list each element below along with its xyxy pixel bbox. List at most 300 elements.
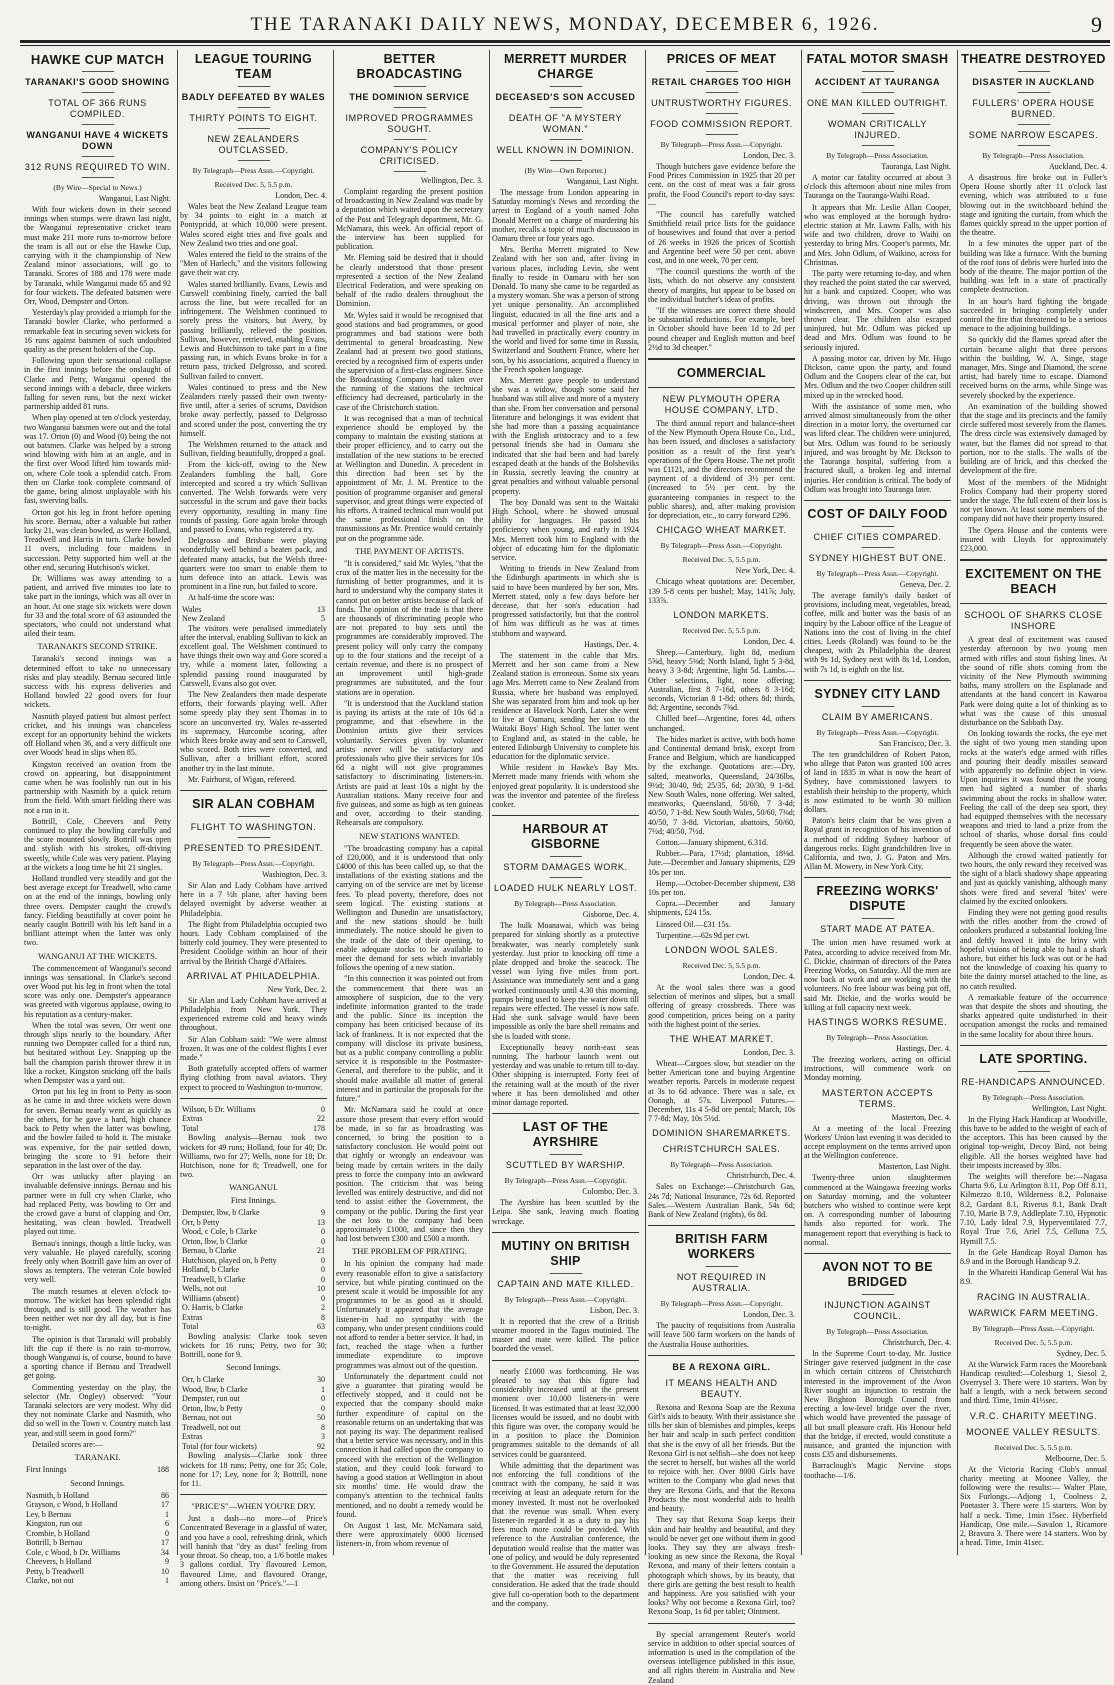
separator xyxy=(238,128,270,129)
paragraph: Bowling analysis—Clarke took three wickets for 18 runs; Petty, one for 35; Cole, none for 17; Ley, none for 3; Bottrill, none for 11. xyxy=(180,1451,327,1489)
dateline: London, Dec. 3. xyxy=(743,1310,795,1320)
dateline: London, Dec. 4. xyxy=(743,636,795,646)
score-name: Total xyxy=(182,1322,199,1332)
rule xyxy=(648,1225,795,1226)
separator xyxy=(82,71,114,72)
subhead: FULLERS' OPERA HOUSE BURNED. xyxy=(972,98,1095,119)
dateline: London, Dec. 3. xyxy=(743,1048,795,1058)
paragraph: In the Gele Handicap Royal Damon has 8.9 and in the Borough Handicap 9.2. xyxy=(960,1247,1107,1266)
paragraph: Mr. Wyles said it would be recognised that good stations and bad programmes, or good programmes and bad stations were both detrimental to general broadcasting. New Zealand had at present two good stations, erected by a recognised firm of experts under the supervision of a first-class engineer. Since the Broadcasting Company had taken over the running of the stations the technical efficiency had decreased, particularly in the case of the Christchurch station. xyxy=(336,310,483,412)
credit-line: (By Wire—Special to News.) xyxy=(53,183,142,192)
score-line xyxy=(182,1284,325,1294)
score-value: 178 xyxy=(313,1123,325,1133)
paragraph: Mrs. Merrett gave people to understand she was a widow, though some said her husband was still alive and more of a mystery than she. From her conversation and personal literature and belongings it was evident that she had more than a passing acquaintance with the English aristocracy and to a few personal friends she had in Oamaru she indicated that she had been and had barely escaped death at the hands of the Bolsheviks in Russia, secretly leaving the country at great penalties and without valuable personal property. xyxy=(492,376,639,496)
dateline: Lisbon, Dec. 3. xyxy=(589,1305,639,1315)
credit-line: By Telegraph—Press Association. xyxy=(670,1160,773,1170)
subhead: CHRISTCHURCH SALES. xyxy=(662,1144,781,1155)
separator xyxy=(82,124,114,125)
paragraph: The Welshmen returned to the attack and Sullivan, fielding beautifully, dropped a goal. xyxy=(180,440,327,459)
column-prices-of-meat xyxy=(648,50,795,1685)
credit-line: By Telegraph—Press Association. xyxy=(826,1327,929,1337)
subhead: PRESENTED TO PRESIDENT. xyxy=(184,842,323,853)
score-name: Total xyxy=(182,1123,199,1133)
paragraph: The commencement of Wanganui's second innings was sensational. In Clarke's second over Wood put his leg in front when the total score was only one. Dempster's appearance was greeted with vigorous applause, owing to his reputation as a century-maker. xyxy=(24,963,171,1019)
paragraph: The average family's daily basket of provisions, including meat, vegetables, bread, coffee, milk and butter was the basis of an inquiry by the Labour office of the League of Nations into the cost of living in the chief cities. Leeds (Roland) was found to be the cheapest, with 2s Philadelphia the dearest with 9s 1d, Sydney next with 8s 1d, London, with 7s 1d, is eighth on the list. xyxy=(804,590,951,674)
headline-cost-of-food: COST OF DAILY FOOD xyxy=(807,506,948,521)
advert-head: "PRICE'S"—WHEN YOU'RE DRY. xyxy=(191,1501,316,1512)
paragraph: Chicago wheat quotations are: December, 139 5-8 cents per bushel; May, 141⅞; July, 133⅞. xyxy=(648,577,795,605)
paragraph: Following upon their sensational collapse in the first innings before the onslaught of Clarke and Petty, Wanganui opened the second innings with a debacle, three wickets falling for seven runs, but the next wicket partnership added 81 runs. xyxy=(24,356,171,412)
score-line xyxy=(182,1303,325,1313)
credit-line: By Telegraph—Press Association. xyxy=(826,1033,929,1042)
separator xyxy=(550,107,582,108)
score-line xyxy=(182,1275,325,1285)
score-value: 9 xyxy=(165,1557,169,1566)
paragraph: In the Supreme Court to-day, Mr. Justice Stringer gave reserved judgment in the case in which certain citizens of Christchurch interested in the improvement of the Avon River sought an injunction to restrain the New Brighton Borough Council from erecting a low-level bridge over the river, which would have prevented the passage of all but small pleasure craft. His Honour held that the bridge, if erected, would constitute a nuisance, and granted the injunction with costs £35 and disbursements. xyxy=(804,1349,951,1460)
score-name: Extras xyxy=(182,1432,203,1442)
score-name: Wells, not out xyxy=(182,1284,227,1294)
paragraph: Paton's heirs claim that he was given a Royal grant in recognition of his invention of a method of ridding Sydney harbour of dangerous rocks. Eight grandchildren live in California, and two, J. G. Paton and Mrs. Allan M. Mowery, in New York City. xyxy=(804,816,951,872)
separator xyxy=(394,171,426,172)
subhead: RACING IN AUSTRALIA. xyxy=(976,1291,1091,1302)
paragraph: The Ayrshire has been scuttled by the Leipa. She sank, leaving much floating wreckage. xyxy=(492,1198,639,1226)
score-value: 13 xyxy=(317,604,325,614)
score-value: 8 xyxy=(321,1422,325,1432)
subhead: WOMAN CRITICALLY INJURED. xyxy=(828,119,927,140)
paragraph: So quickly did the flames spread after the curtain became alight that three persons within the building, W. A. Singe, stage manager, Mrs. Singe and Diamond, the scene artist, had barely time to escape. Diamond received burns on the arms, while Singe was severely shocked by the experience. xyxy=(960,335,1107,400)
rule xyxy=(960,603,1107,604)
team-head: TARANAKI. xyxy=(74,1452,121,1462)
score-value: 0 xyxy=(321,1403,325,1413)
subhead: SYDNEY HIGHEST BUT ONE. xyxy=(808,552,947,563)
paragraph: While admitting that the department was not enforcing the full conditions of the contract with the company, he said it was receiving at least an adequate return for the money invested. It must not be overlooked that the revenue was small. When every listener-in regarded it as a duty to pay his fees much more could be provided. With reference to the Australian conference, the deputation would realise that the matter was one of policy, and would be duly represented to the Government. He assured the deputation that the matter was receiving full consideration. He asked that the trade should give full co-operation both to the department and the company. xyxy=(492,1460,639,1608)
received-line: Received Dec. 5, 5.5 p.m. xyxy=(682,961,761,970)
score-value: 6 xyxy=(165,1519,169,1528)
score-value: 0 xyxy=(321,1394,325,1404)
dateline: Masterton, Last Night. xyxy=(878,1162,951,1172)
rule xyxy=(804,877,951,878)
score-name: Total (for four wickets) xyxy=(182,1441,257,1451)
score-name: Orr, b Petty xyxy=(182,1217,220,1227)
subhead: THE WHEAT MARKET. xyxy=(669,1034,774,1045)
score-line xyxy=(182,1294,325,1304)
subhead: LONDON MARKETS. xyxy=(673,609,770,620)
paragraph: By special arrangement Reuter's world service in addition to other special sources of information is used in the compilation of the overseas intelligence published in this issue, and all rights therein in Australia and New Zealand xyxy=(648,1629,795,1685)
paragraph: Chilled beef—Argentine, fores 4d, others unchanged. xyxy=(648,714,795,733)
separator xyxy=(550,1154,582,1155)
subhead: NOT REQUIRED IN AUSTRALIA. xyxy=(676,1272,767,1294)
paragraph: Writing to friends in New Zealand from the Edinburgh apartments in which she is said to have been murdered by her son, Mrs. Merrett stated, only a few days before her decease, that her son's education had progressed satisfactorily, but that the control of him was difficult as he was at times stubborn and wayward. xyxy=(492,564,639,638)
paragraph: Orton put his leg in front to Petty as soon as he came in and three wickets were down for seven. Bernau nearly went as quickly as the others, for he gave a hard, high chance back to Petty when the latter was bowling, and the bowler failed to hold it. The mistake was expensive, for the pair settled down, bringing the score to 91 before their separation in the last over of the day. xyxy=(24,1087,171,1170)
score-value: 34 xyxy=(161,1547,169,1557)
dateline: London, Dec. 4. xyxy=(743,972,795,981)
column-motor-smash xyxy=(804,50,951,1560)
score-line xyxy=(26,1500,169,1510)
score-line xyxy=(182,1237,325,1247)
rule xyxy=(648,358,795,360)
section-head: THE PROBLEM OF PIRATING. xyxy=(352,1246,467,1257)
rule xyxy=(804,1253,951,1254)
paragraph: Sales on Exchange:—Christchurch Gas, 24s 7d; National Insurance, 72s 6d. Reported Sales.—Western Australian Bank, 54s 6d; Bank of New Zealand (rights), 6s 8d. xyxy=(648,1182,795,1220)
dateline: Wanganui, Last Night. xyxy=(566,177,639,186)
subhead: CHIEF CITIES COMPARED. xyxy=(813,531,942,542)
paragraph: "The broadcasting company has a capital of £20,000, and it is understood that only £4000 of this has been called up, so that the installations of the existing stations and the carrying on of the service are met by license fees. To plead poverty, therefore, does not seem logical. The existing stations at Wellington and Dunedin are unsatisfactory, and the new stations should be built immediately. The notice should be given to the trade of the date of their opening, to enable adequate stocks to be available to meet the demand for sets which invariably follows the opening of a new station. xyxy=(336,843,483,973)
paragraph: Finding they were not getting good results with the rifles another from the crowd of onlookers produced a substantial looking line and deftly heaved it into the briny with hopeful visions of being able to haul a shark ashore, but either his luck was out or he had not the knowledge of coaxing his quarry to bite the dainty morsel attached to the line, as no catch resulted. xyxy=(960,908,1107,991)
dateline: Wanganui, Last Night. xyxy=(98,194,171,203)
scorecard xyxy=(180,1208,327,1332)
score-value: 86 xyxy=(161,1490,169,1500)
separator xyxy=(706,1266,738,1267)
received-line: Received Dec. 5, 5.5 p.m. xyxy=(994,1442,1073,1452)
paragraph: Exceptionally heavy north-east seas running. The harbour launch went out yesterday and was unable to return till to-day. Other shipping is interrupted. Forty feet of the retaining wall at the mouth of the river where it has been demolished and other minor damage reported. xyxy=(492,1042,639,1108)
paragraph: "If the witnesses are correct there should be substantial reductions. For example, beef in October should have been 1d to 2d per pound cheaper and English mutton and beef 2½d to 3d cheaper." xyxy=(648,306,795,352)
paragraph: From the kick-off, owing to the New Zealanders fumbling the ball, Gore intercepted and scored a try which Sullivan converted. The Welsh forwards were very successful in the scrum and gave their backs every opportunity, resulting in many fine rounds of passing. Gore again broke through and passed to Evans, who registered a try. xyxy=(180,460,327,534)
paragraph: The hulk Moanawai, which was being prepared for sinking shortly as a protective breakwater, was nearly completely sunk yesterday. Just prior to knocking off time a plate dropped and broke the seacock. The vessel was lying five miles from port. Assistance was immediately sent and a gang worked continuously until 4.30 this morning, pumps being used to keep the water down till repairs were effected. The vessel is now safe. Had she sunk salvage would have been impossible as only the bare shell remains and she is loaded with stone. xyxy=(492,921,639,1041)
subhead: MOONEE VALLEY RESULTS. xyxy=(966,1426,1101,1437)
separator xyxy=(862,706,894,707)
dateline: San Francisco, Dec. 3. xyxy=(879,738,951,748)
paragraph: The New Zealanders then made desperate efforts, their forwards playing well. After some speedy play they sent Thomas in to score an unconverted try. Wales re-asserted its supremacy, Hurcombe scoring, after which Rees broke away and sent to Carswell, who scored. Both tries were converted, and Sullivan, after a brilliant effort, scored another try in the last minute. xyxy=(180,689,327,773)
paragraph: Hemp.—October-December shipment, £38 10s per ton. xyxy=(648,878,795,897)
separator xyxy=(862,71,894,72)
score-line xyxy=(182,1105,325,1115)
paragraph: Commenting yesterday on the play, the selector (Mr. Ongley) observed: "Your Taranaki selectors are very modest. Why did they not nominate Clarke and Nasmith, who did so well in the Town v. Country match last year, and still seem in good form?" xyxy=(24,1382,171,1438)
advert-text: Just a dash—no more—of Price's Concentrated Beverage in a glassful of water, and you have a cool, refreshing drink, which will banish that "dry as dust" feeling from your throat. So cheap, too, a 1/6 bottle makes 3 gallons cordial. Try flavoured Lemon, flavoured Lime, and flavoured Orange, among others. Insist on "Price's."—1 xyxy=(180,1514,327,1588)
score-name: Dempster, lbw, b Clarke xyxy=(182,1208,260,1218)
credit-line: By Telegraph—Press Assn.—Copyright. xyxy=(816,568,939,578)
separator xyxy=(550,856,582,857)
score-line xyxy=(26,1538,169,1548)
headline-sydney-land: SYDNEY CITY LAND xyxy=(814,686,941,701)
separator xyxy=(706,92,738,93)
score-value: 0 xyxy=(321,1227,325,1237)
subhead: UNTRUSTWORTHY FIGURES. xyxy=(651,98,792,108)
rule xyxy=(648,1623,795,1624)
headline-motor-smash: FATAL MOTOR SMASH xyxy=(806,52,949,66)
subhead: DEATH OF "A MYSTERY WOMAN." xyxy=(508,113,623,134)
paragraph: In an hour's hard fighting the brigade succeeded in bringing completely under control the fire that threatened to be a serious menace to the adjoining buildings. xyxy=(960,296,1107,334)
paragraph: Copra.—December and January shipments, £24 15s. xyxy=(648,899,795,918)
score-line xyxy=(182,1265,325,1275)
column-hawke-cup xyxy=(24,50,171,1585)
paragraph: The party were returning to-day, and when they reached the point stated the car swerved, hit a bank and capsized. Cooper, who was driving, was thrown out through the windscreen, and Mrs. Cooper was also thrown clear. The children also escaped uninjured, but Mr. Odlum was picked up dead and Mrs. Odlum was found to be seriously injured. xyxy=(804,269,951,352)
dateline: Tauranga, Last Night. xyxy=(881,162,951,171)
separator xyxy=(550,139,582,140)
subhead: RETAIL CHARGES TOO HIGH xyxy=(651,77,792,87)
score-line xyxy=(182,1227,325,1237)
masthead xyxy=(20,12,1110,42)
score-name: Treadwell, b Clarke xyxy=(182,1274,246,1284)
subhead: FOOD COMMISSION REPORT. xyxy=(650,119,793,129)
received-line: Received Dec. 5, 5.5 p.m. xyxy=(682,625,761,635)
paragraph: Bottrill, Cole, Cheevers and Petty continued to play the bowling carefully and the score mounted slowly. Bottrill was open and stylish with his strokes, off-driving sweetly, while Cole was very patient. Playing at the wickets a long time he hit 21 singles. xyxy=(24,816,171,872)
headline-ayrshire: LAST OF THE AYRSHIRE xyxy=(522,1120,609,1150)
score-line xyxy=(182,1246,325,1256)
score-value: 13 xyxy=(317,1217,325,1227)
separator xyxy=(706,113,738,114)
score-line xyxy=(182,1256,325,1266)
separator xyxy=(238,816,270,817)
paragraph: Turpentine.—62s 9d per cwt. xyxy=(656,930,750,940)
paragraph: At half-time the score was: xyxy=(188,593,275,603)
paragraph: The visitors were penalised immediately after the interval, enabling Sullivan to kick an excellent goal. The Welshmen continued to have things their own way and Gore scored a try, while a moment later, following a splendid passing round inaugurated by Carswell, Evans also got over. xyxy=(180,623,327,688)
paragraph: When play opened at ten o'clock yesterday, two Wanganui batsmen were out and the total was 17. Orton (0) and Wood (0) being the not out batsmen. Clarke was helped by a strong wind blowing with him at an angle, and in the first over Wood lifted him towards mid-on, where Cole took a splendid catch. From then on Clarke took complete command of the game, being almost unplayable with his fast, swerving balls. xyxy=(24,413,171,506)
credit-line: (By Wire—Own Reporter.) xyxy=(524,166,607,175)
score-name: Hutchison, played on, b Petty xyxy=(182,1255,277,1265)
paragraph: A disastrous fire broke out in Fuller's Opera House shortly after 11 o'clock last evening, which was attributed to a fuse blowing out in the switchboard behind the stage and igniting the curtain, from which the flames quickly spread to the upper portion of the theatre. xyxy=(960,173,1107,238)
paragraph: At the Victoria Racing Club's annual charity meeting at Moonee Valley, the following were the results:— Walter Plate, Six Furlongs.—Adjong 1, Coolness 2, Poetaster 3. There were 15 starters. Won by half a neck. Time, 1min 15sec. Hyberfield Handicap, One mile.—Savalon 1, Ricamore 2, Bravura 3. There were 14 starters. Won by a head. Time, 1min 41sec. xyxy=(960,1464,1107,1548)
paragraph: "The council has carefully watched Smithfield retail price lists for the guidance of housewives and found that over a period of 26 weeks in 1926 the prices of Scottish and Argentine beef were 50 per cent. above cost, and in one week, 70 per cent. xyxy=(648,210,795,266)
paragraph: A passing motor car, driven by Mr. Hugo Dickson, came upon the party, and found Odlum and the Coopers clear of the car, but Mrs. Odlum and the two Cooper children still mixed up in the wrecked hood. xyxy=(804,353,951,400)
score-name: Dempster, run out xyxy=(182,1394,240,1404)
headline-late-sporting: LATE SPORTING. xyxy=(979,1051,1088,1066)
score-value: 8 xyxy=(321,1312,325,1322)
subhead: DISASTER IN AUCKLAND xyxy=(972,77,1095,87)
advert-subhead: IT MEANS HEALTH AND BEAUTY. xyxy=(665,1377,778,1399)
credit-line: By Telegraph—Press Assn.—Copyright. xyxy=(504,1176,627,1186)
paragraph: Complaint regarding the present position of broadcasting in New Zealand was made by a deputation which waited upon the secretary of the Post and Telegraph department, Mr. G. McNamara, this week. An official report of the interview has been supplied for publication. xyxy=(336,187,483,252)
credit-line: By Telegraph—Press Association. xyxy=(982,1092,1085,1102)
separator xyxy=(862,1294,894,1295)
separator xyxy=(862,547,894,548)
paragraph: Sir Alan and Lady Cobham have arrived at Philadelphia from New York. They experienced extreme cold and heavy winds throughout. xyxy=(180,995,327,1033)
score-name: Wilson, b Dr. Williams xyxy=(182,1104,256,1114)
subhead: IMPROVED PROGRAMMES SOUGHT. xyxy=(345,113,474,134)
score-name: Bernau, b Clarke xyxy=(182,1246,237,1256)
subhead: TOTAL OF 366 RUNS COMPILED. xyxy=(48,98,147,119)
score-name: Wood, c Cole, b Clarke xyxy=(182,1227,257,1237)
score-line xyxy=(182,614,325,624)
paragraph: "It is understood that the Auckland station is paying its artists at the rate of 10s 6d a programme, and that elsewhere in the Dominion artists give their services voluntarily. Services given by volunteer artists never will be satisfactory and professionals who give their services for 10s 6d a night will not give programmes satisfactory to discriminating listeners-in. Artists are paid at least 10s a night by the Australian stations. Many receive four and five guineas, and some as high as ten guineas and over, according to their standing. Rehearsals are compulsory. xyxy=(336,698,483,828)
subhead: WELL KNOWN IN DOMINION. xyxy=(496,145,635,155)
score-value: 1 xyxy=(165,1509,169,1519)
separator xyxy=(394,139,426,140)
paragraph: At a meeting of the local Freezing Workers' Union last evening it was decided to accept employment on the terms arrived upon at the Wellington conference. xyxy=(804,1123,951,1161)
paragraph: The match resumes at eleven o'clock to-morrow. The wicket has been splendid right through, and is still good. The weather has been neither wet nor dry all day, but is fine to-night. xyxy=(24,1286,171,1333)
subhead: WARWICK FARM MEETING. xyxy=(968,1307,1099,1318)
advert-head: BE A REXONA GIRL. xyxy=(672,1361,771,1372)
paragraph: With four wickets down in their second innings when stumps were drawn last night, the Wanganui representative cricket team must make 211 more runs to-morrow before the team is all out or else the Hawke Cup, carrying with it the championship of New Zealand minor associations, will go to Taranaki. Scores of 188 and 178 were made by Taranaki, while Wanganui made 65 and 92 for four wickets. The defeated batsmen were Orr, Wood, Dempster and Orton. xyxy=(24,205,171,307)
paragraph: Wheat—Cargoes slow, but steadier on the better American tone and buying Argentine weather reports. Parcels in moderate request at 3s to 6d advance. There was a sale, ex Oonagh, at 57s. Liverpool Futures.—December, 11s 4 5-8d ore pental; March, 10s 7 7-8d; May, 10s 5½d. xyxy=(648,1059,795,1124)
paragraph: Orr was unlucky after playing an invaluable defensive innings. Bernau and his partner were in full cry when Clarke, who had replaced Petty, was bowling to Orr and the crowd gave a burst of clapping and Orr, hesitating, was clean bowled. Treadwell played out time. xyxy=(24,1172,171,1237)
score-name: Clarke, not out xyxy=(26,1576,74,1585)
section-head: NEW STATIONS WANTED. xyxy=(359,830,460,841)
innings-head: First Innings. xyxy=(230,1195,277,1206)
score-line xyxy=(182,1394,325,1404)
paragraph: nearly £1000 was forthcoming. He was pleased to say that this figure had considerably increased until at the present moment over 10,000 listeners-in were licensed. It was estimated that at least 32,000 licenses would be issued, and no doubt with this figure was over, the company would be in a position to place the Dominion programmes suitable to the demands of all services could be guaranteed. xyxy=(492,1366,639,1459)
subhead: ONE MAN KILLED OUTRIGHT. xyxy=(807,98,948,108)
paragraph: The opinion is that Taranaki will probably lift the cup if there is no rain to-morrow, though Wanganui is, of course, bound to have a sporting chance if Bernau and Treadwell get going. xyxy=(24,1334,171,1381)
paragraph: "In this connection it was pointed out from the commencement that there was an atmosphere of suspicion, due to the very indefinite information granted to the trade and the public. Since its inception the company has been criticised because of its lack of frankness. It is not expected that the company will disclose its private business, but as a public company controlling a public service it is responsible to the Postmaster-General, and therefore to the public, and it should make available all matter of general interest and in particular the proposals for the future." xyxy=(336,974,483,1104)
subhead: LONDON WOOL SALES. xyxy=(665,945,778,955)
paragraph: In a few minutes the upper part of the building was like a furnace. With the burning of the roof tons of debris were hurled into the body of the theatre. The major portion of the building was left in a state of practically complete destruction. xyxy=(960,239,1107,295)
headline-theatre: THEATRE DESTROYED xyxy=(961,52,1106,66)
paragraph: Linseed Oil.—£31 15s. xyxy=(656,919,731,929)
score-line xyxy=(26,1548,169,1558)
separator xyxy=(1018,71,1050,72)
headline-commercial: COMMERCIAL xyxy=(676,366,767,381)
score-line xyxy=(26,1465,169,1475)
score-name: Kingston, run out xyxy=(26,1519,83,1528)
score-line xyxy=(26,1557,169,1567)
masthead-title: THE TARANAKI DAILY NEWS, MONDAY, DECEMBER 6, 1926. xyxy=(250,14,880,35)
dateline: Colombo, Dec. 3. xyxy=(582,1187,639,1197)
paragraph: A great deal of excitement was caused yesterday afternoon by two young men armed with rifles and stout fishing lines. At the sound of rifle shots coming from the vicinity of the New Plymouth swimming baths, many strollers on the Esplanade and attendants at the band concert in Kawaroa Park were doing quite a lot of thinking as to what was the cause of this unusual disturbance on the Sabbath Day. xyxy=(960,635,1107,727)
paragraph: Bowling analysis—Bernau took two wickets for 49 runs; Holland, four for 40; Dr. Williams, two for 27; Wells, none for 18; Dr. Hutchison, none for 8; Treadwell, one for two. xyxy=(180,1133,327,1180)
score-name: O. Harris, b Clarke xyxy=(182,1303,244,1313)
separator xyxy=(394,107,426,108)
scorecard xyxy=(24,1491,171,1586)
paragraph: Sheep.—Canterbury, light 8d, medium 5⅝d, heavy 5⅜d; North Island, light 5 3-8d, heavy 3 3-8d; Argentine, light 5d. Lambs.—Other selections, light, none offering; Australian, first 8 7-16d, others 8 3-16d; seconds, Victorian 8 1-8d; others 8d; thirds, 8d; Argentine, seconds 7⅜d. xyxy=(648,647,795,713)
score-name: Petty, b Treadwell xyxy=(26,1566,84,1576)
masthead-rule-thin xyxy=(20,45,1110,46)
score-name: Williams (absent) xyxy=(182,1293,239,1303)
rule xyxy=(648,387,795,388)
paragraph: Mr. Fleming said he desired that it should be clearly understood that those present represented a section of the New Zealand Electrical Federation, and were speaking on behalf of the radio dealers throughout the Dominion. xyxy=(336,253,483,309)
paragraph: Mr. McNamara said he could at once assure those present that every effort would be made, in so far as broadcasting was concerned, to bring the position to a satisfactory conclusion. He would point out that rightly or wrongly an endeavour was being made by certain writers in the daily press to force the company into an awkward position. The criticism that was being levelled was entirely destructive, and did not tend to assist either the Government, the company or the public. During the first year the net loss to the company had been approximately £1000, and since then they had lost between £300 and £500 a month. xyxy=(336,1105,483,1244)
score-line xyxy=(182,1413,325,1423)
team-head: WANGANUI. xyxy=(229,1182,278,1193)
paragraph: Wales continued to press and the New Zealanders rarely passed their own twenty-five until, after a series of scrums, Davidson broke away perfectly, passed to Delgrosso and scored under the post, converting the try himself. xyxy=(180,382,327,438)
score-value: 10 xyxy=(161,1566,169,1576)
dateline: Hastings, Dec. 4. xyxy=(896,1044,951,1053)
paragraph: In his opinion the company had made every reasonable effort to give a satisfactory service, but while pirating continued on the present scale it would be impossible for any programmes to be as good as it should. Unfortunately it appeared that the average listener-in had no sympathy with the company, who under present conditions could not afford to render a better service. It had, in fact, reached the stage when a further immediate expenditure to improve programmes was almost out of the question. xyxy=(336,1259,484,1370)
score-name: Holland, b Clarke xyxy=(182,1265,240,1275)
subhead: NEW PLYMOUTH OPERA HOUSE COMPANY, LTD. xyxy=(662,394,781,416)
advert-text: Barraclough's Magic Nervine stops toothache—1/6. xyxy=(804,1461,951,1480)
subhead: COMPANY'S POLICY CRITICISED. xyxy=(360,145,459,166)
subhead: BADLY DEFEATED BY WALES xyxy=(181,92,326,102)
score-name: Orton, lbw, b Petty xyxy=(182,1403,243,1413)
score-name: Wales xyxy=(182,604,202,614)
score-name: New Zealand xyxy=(182,614,225,624)
score-name: Cole, c Wood, b Dr. Williams xyxy=(26,1547,121,1557)
section-head: THE PAYMENT OF ARTISTS. xyxy=(355,545,464,556)
score-value: 30 xyxy=(317,1375,325,1385)
score-line xyxy=(182,1114,325,1124)
score-line xyxy=(26,1491,169,1501)
score-value: 188 xyxy=(157,1465,169,1474)
column-theatre xyxy=(960,50,1107,1560)
paragraph: Mr. Fairhurst, of Wigan, refereed. xyxy=(188,774,296,784)
rule xyxy=(180,1494,327,1495)
score-line xyxy=(182,1313,325,1323)
score-name: Cheevers, b Holland xyxy=(26,1557,92,1566)
paragraph: An examination of the building showed that the stage and its precincts and the family circle suffered most severely from the flames. The dress circle was extensively damaged by water, but the flames did not spread to that portion, nor to the stalls. The walls of the building are of brick, and this checked the development of the fire. xyxy=(960,401,1107,476)
score-name: First Innings xyxy=(26,1465,67,1474)
subhead: MASTERTON ACCEPTS TERMS. xyxy=(822,1087,933,1109)
score-line xyxy=(182,1322,325,1332)
score-line xyxy=(26,1576,169,1586)
headline-freezing-works: FREEZING WORKS' DISPUTE xyxy=(816,884,939,914)
paragraph: Mrs. Bertha Merrett migrated to New Zealand with her son and, after living in various places, including Levin, she went finally to reside in Oamaru with her son Donald. To many she came to be regarded as a mystery woman. She was a person of strong yet unique personality. An accomplished linguist, educated in all the fine arts and a musical performer and player of note, she had travelled in practically every country in the world and lived for some time in Russia, Switzerland and Southern France, where her son, by his associations, acquired a fluency in the French spoken language. xyxy=(492,245,639,374)
score-name: Orton, lbw, b Clarke xyxy=(182,1236,248,1246)
subhead: THIRTY POINTS TO EIGHT. xyxy=(189,113,318,123)
score-line xyxy=(182,1208,325,1218)
separator xyxy=(862,145,894,146)
paragraph: Although the crowd waited patiently for two hours, the only reward they received was the sight of a black shadowy shape appearing and just as quickly vanishing, although many shots were fired and several 'bites' were claimed by the excited onlookers. xyxy=(960,850,1107,906)
subhead: LOADED HULK NEARLY LOST. xyxy=(493,883,638,894)
score-name: Treadwell, not out xyxy=(182,1422,241,1432)
separator xyxy=(238,86,270,87)
score-value: 50 xyxy=(317,1413,325,1423)
score-value: 17 xyxy=(161,1538,169,1547)
score-line xyxy=(26,1519,169,1529)
advert-text: Rexona and Rexona Soap are the Rexona Girl's aids to beauty. With their assistance she tills her skin of blemishes and pimples, keeps her hair and scalp in such perfect condition that she is the envy of all her friends. But the Rexona Girl is not selfish—she does not keep the secret to herself, but wishes all the world to rejoice with her. Over 8000 Girls have written to the Company who glad news that they are Rexona Girls, and that the Rexona Products the most wonderful aids to health and beauty. xyxy=(648,1402,795,1514)
score-line xyxy=(182,1218,325,1228)
received-line: Received Dec. 5, 5.5 p.m. xyxy=(682,555,761,565)
separator xyxy=(862,918,894,919)
separator xyxy=(238,107,270,108)
paragraph: "The council questions the worth of the lists, which do not observe any consistent theory of margins, but appear to be based on the individual butcher's ideas of profits. xyxy=(648,267,795,304)
score-name: Nasmith, b Holland xyxy=(26,1490,89,1500)
headline-avon: AVON NOT TO BE BRIDGED xyxy=(822,1260,933,1290)
paragraph: It was recognised that a man of technical experience should be employed by the company to maintain the existing stations at their proper efficiency, and to carry out the installation of the new stations to be erected at Wellington and Dunedin. A precedent in this direction had been set by the appointment of Mr. J. M. Prentice to the position of programme organiser and general supervisor, and great things were expected of his efforts. A trained technical man would put the same professional finish on the transmissions as Mr. Prentice would certainly put on the programme side. xyxy=(336,413,483,543)
subhead: SOME NARROW ESCAPES. xyxy=(968,130,1099,140)
rule xyxy=(960,1045,1107,1046)
subhead: DOMINION SHAREMARKETS. xyxy=(652,1128,791,1139)
subhead: ARRIVAL AT PHILADELPHIA. xyxy=(186,970,321,981)
subhead: CHICAGO WHEAT MARKET. xyxy=(656,525,787,536)
rule xyxy=(492,1360,639,1361)
credit-line: By Telegraph—Press Assn.—Copyright. xyxy=(660,541,783,551)
rule xyxy=(492,1113,639,1114)
paragraph: The third annual report and balance-sheet of the New Plymouth Opera House Co., Ltd., has been issued, and discloses a satisfactory position as a result of the first year's operations of the Opera House. The net profit was £1121, and the directors recommend the payment of a dividend of 3½ per cent. (increased to 5½ per cent. by the guaranteeing companies in respect to the public shares), and, after making provision for depreciation, etc., to carry forward £296. xyxy=(648,419,795,521)
scorecard xyxy=(180,1105,327,1134)
separator xyxy=(82,92,114,93)
paragraph: Twenty-three union slaughtermen commenced at the Waingawa freezing works on Saturday morning, and the volunteer butchers who wished to continue were kept on. A corresponding number of labouring hands also reported for work. The management report that everything is back to normal. xyxy=(804,1173,951,1247)
subhead: ACCIDENT AT TAURANGA xyxy=(814,77,941,87)
headline-league-touring: LEAGUE TOURING TEAM xyxy=(194,52,313,81)
credit-line: By Telegraph—Press Association. xyxy=(826,151,929,160)
scorecard xyxy=(180,1375,327,1451)
column-merrett xyxy=(492,50,639,1608)
score-value: 3 xyxy=(321,1432,325,1442)
subhead: FLIGHT TO WASHINGTON. xyxy=(190,821,317,832)
credit-line: By Telegraph—Press Assn.—Copyright. xyxy=(972,1323,1095,1333)
separator xyxy=(1018,1071,1050,1072)
separator xyxy=(1018,145,1050,146)
score-value: 0 xyxy=(321,1255,325,1265)
separator xyxy=(706,134,738,135)
subhead: THE DOMINION SERVICE xyxy=(349,92,470,102)
paragraph: The hides market is active, with both home and Continental demand brisk, except from France and Belgium, which are handicapped by the exchange. Quotations are:—Dry, salted, meatworks, Queensland, 24/36lbs, 9½d; 30/40, 9d; 25/35, 6d; 20/30, 9 1-8d. New South Wales, none offering. Wet salted, meatworks, Queensland, 50/60, 7 3-4d; 40/50, 7 1-8d. New South Wales, 50/60, 7⅜d; 40/50, 7 3-8d. Victorian, abattoirs, 50/60, 7½d; 40/50, 7½d. xyxy=(648,734,795,836)
score-line xyxy=(182,1124,325,1134)
paragraph: The weights will therefore be:—Nagasa Charta 9.6, Lu Arlington 8.11, Pop Off 8.11, Kilmezzo 8.10, Wilderness 8.2, Polonaise 8.2, Gardant 8.1, Riverus 8.1, Bank Draft 7.10, Marie B 7.9, Addleplate 7.10, Hypnotic 7.10, Lady Ideal 7.9, Hyperventilated 7.7, Royal True 7.6, Ariel 7.5, Celluna 7.5, Hymill 7.5. xyxy=(960,1172,1107,1246)
subhead: WANGANUI HAVE 4 WICKETS DOWN xyxy=(26,130,169,151)
paragraph: Nasmith played patient but almost perfect cricket, and his innings was chanceless except for an opportunity behind the wickets off Holland when 36, and a very difficult one over Woods' head in slips when 85. xyxy=(24,711,171,758)
paragraph: The flight from Philadelphia occupied two hours. Lady Cobham complained of the bitterly cold journey. They were presented to President Coolidge within an hour of their arrival by the British Chargé d'Affaires. xyxy=(180,919,327,966)
credit-line: By Telegraph—Press Assn.—Copyright. xyxy=(660,140,783,149)
subhead: STORM DAMAGES WORK. xyxy=(503,862,628,873)
paragraph: Taranaki's second innings was a determined effort to take no unnecessary risks and play steadily. Bernau secured little success with his express deliveries and Holland bowled 22 good overs for four wickets. xyxy=(24,654,171,710)
headline-merrett: MERRETT MURDER CHARGE xyxy=(504,52,627,81)
credit-line: By Telegraph—Press Assn.—Copyright. xyxy=(192,166,315,175)
dateline: Sydney, Dec. 5. xyxy=(1056,1348,1107,1358)
subhead: INJUNCTION AGAINST COUNCIL. xyxy=(824,1300,931,1322)
separator xyxy=(238,837,270,838)
score-value: 0 xyxy=(165,1528,169,1538)
paragraph: Delgrosso and Brisbane were playing wonderfully well behind a beaten pack, and defeated many attacks, but the Welsh three-quarters were too smart to enable them to turn defence into an attack. Lewis was prominent in a fine run, but failed to score. xyxy=(180,536,327,592)
dateline: Gisborne, Dec. 4. xyxy=(582,910,639,920)
subhead: 312 RUNS REQUIRED TO WIN. xyxy=(24,162,171,172)
separator xyxy=(862,526,894,527)
score-name: Grayson, c Wood, b Holland xyxy=(26,1500,118,1509)
credit-line: By Telegraph—Press Association. xyxy=(514,899,617,909)
subhead: CAPTAIN AND MATE KILLED. xyxy=(497,1278,634,1289)
paragraph: Yesterday's play provided a triumph for the Taranaki bowler Clarke, who performed a remarkable feat in securing seven wickets for 16 runs against batsmen of such undoubted quality as the present holders of the Cup. xyxy=(24,308,171,355)
subhead: SCUTTLED BY WARSHIP. xyxy=(505,1160,626,1171)
